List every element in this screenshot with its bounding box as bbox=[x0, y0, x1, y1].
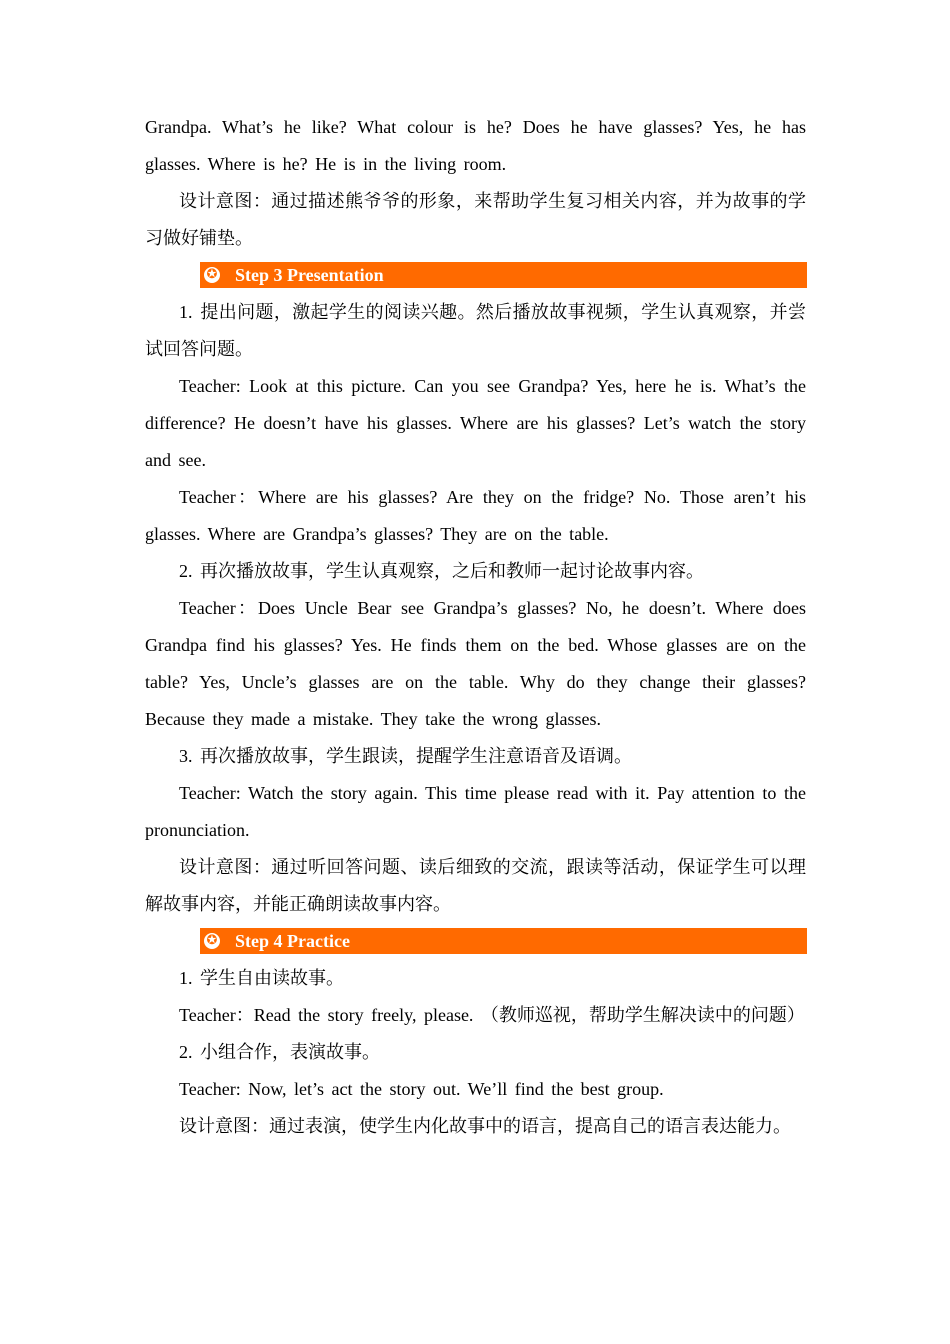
paragraph-grandpa-description: Grandpa. What’s he like? What colour is he? Does he have glasses? Yes, he has glasses. Where is he? He is in the living room. bbox=[145, 117, 806, 174]
step4-paragraph: 2. 小组合作，表演故事。 bbox=[179, 1042, 380, 1062]
step3-paragraph: 2. 再次播放故事，学生认真观察，之后和教师一起讨论故事内容。 bbox=[179, 561, 704, 581]
step3-paragraph: Teacher：Where are his glasses? Are they on the fridge? No. Those aren’t his glasses. Where are Grandpa’s glasses? They are on the table. bbox=[145, 487, 806, 544]
document-page bbox=[145, 109, 806, 1145]
section-title-step3: Step 3 Presentation bbox=[235, 265, 384, 285]
step3-paragraph: Teacher: Look at this picture. Can you see Grandpa? Yes, here he is. What’s the difference? He doesn’t have his glasses. Where are his glasses? Let’s watch the story and see. bbox=[145, 376, 806, 470]
star-circle-icon: ✪ bbox=[204, 933, 220, 949]
step4-paragraph: Teacher: Now, let’s act the story out. We’ll find the best group. bbox=[179, 1079, 664, 1099]
step3-paragraph: Teacher: Watch the story again. This time please read with it. Pay attention to the pronunciation. bbox=[145, 783, 806, 840]
section-header-step3 bbox=[200, 262, 807, 288]
section-header-step4 bbox=[200, 928, 807, 954]
step4-paragraph: 1. 学生自由读故事。 bbox=[179, 968, 344, 988]
paragraph-design-intent-1: 设计意图：通过描述熊爷爷的形象，来帮助学生复习相关内容，并为故事的学习做好铺垫。 bbox=[145, 191, 806, 248]
step3-design-intent: 设计意图：通过听回答问题、读后细致的交流，跟读等活动，保证学生可以理解故事内容，并能正确朗读故事内容。 bbox=[145, 857, 806, 914]
step4-design-intent: 设计意图：通过表演，使学生内化故事中的语言，提高自己的语言表达能力。 bbox=[179, 1116, 791, 1136]
section-title-step4: Step 4 Practice bbox=[235, 931, 350, 951]
step3-paragraph: 3. 再次播放故事，学生跟读，提醒学生注意语音及语调。 bbox=[179, 746, 632, 766]
step3-paragraph: 1. 提出问题，激起学生的阅读兴趣。然后播放故事视频，学生认真观察，并尝试回答问题。 bbox=[145, 302, 806, 359]
step3-paragraph: Teacher：Does Uncle Bear see Grandpa’s glasses? No, he doesn’t. Where does Grandpa find his glasses? Yes. He finds them on the bed. Whose glasses are on the table? Yes, Uncle’s glasses are on the table. Why do they change their glasses? Because they made a mistake. They take the wrong glasses. bbox=[145, 598, 806, 729]
step4-paragraph: Teacher：Read the story freely, please. （教师巡视，帮助学生解决读中的问题） bbox=[179, 1005, 805, 1025]
star-circle-icon: ✪ bbox=[204, 267, 220, 283]
